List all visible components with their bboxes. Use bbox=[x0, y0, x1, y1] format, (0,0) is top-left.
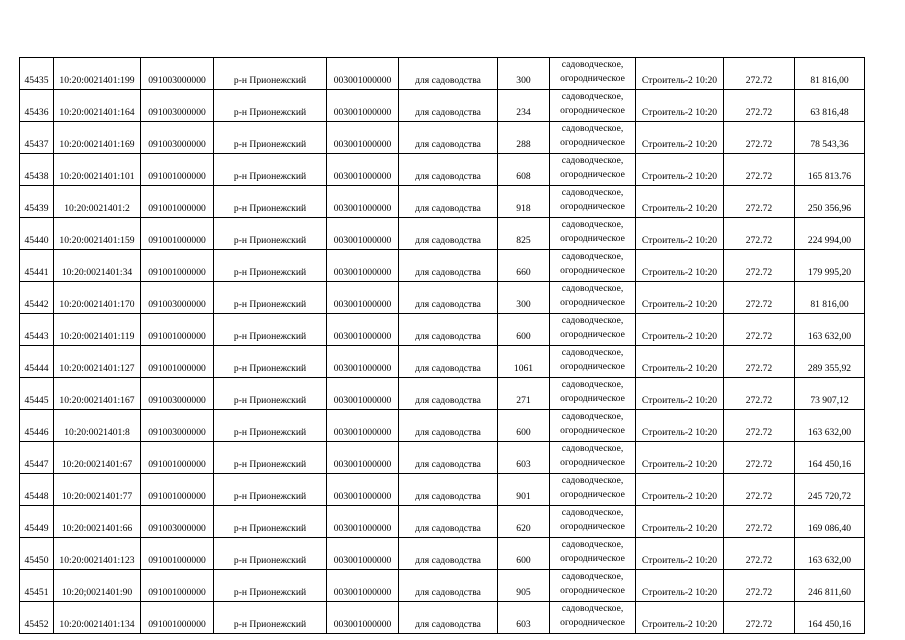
okato-code-cell: 091003000000 bbox=[141, 282, 214, 314]
oktmo-code-cell: 003001000000 bbox=[327, 282, 399, 314]
location-name-cell: Строитель-2 10:20 bbox=[636, 314, 724, 346]
cadastral-number-cell: 10:20:0021401:123 bbox=[54, 538, 141, 570]
cadastral-value-cell: 165 813.76 bbox=[795, 154, 865, 186]
rate-value-cell: 272.72 bbox=[724, 602, 795, 634]
land-category-cell bbox=[550, 538, 636, 570]
land-category-cell bbox=[550, 186, 636, 218]
rate-value-cell: 272.72 bbox=[724, 154, 795, 186]
land-category-line: садоводческое, bbox=[561, 59, 624, 70]
area-value-cell: 288 bbox=[498, 122, 550, 154]
table-row bbox=[20, 122, 865, 154]
table-row bbox=[20, 410, 865, 442]
oktmo-code-cell: 003001000000 bbox=[327, 410, 399, 442]
land-category-line: садоводческое, bbox=[561, 571, 624, 582]
table-row bbox=[20, 570, 865, 602]
district-name-cell: р-н Прионежский bbox=[214, 410, 327, 442]
land-category-cell bbox=[550, 602, 636, 634]
okato-code-cell: 091001000000 bbox=[141, 218, 214, 250]
cadastral-number-cell: 10:20:0021401:8 bbox=[54, 410, 141, 442]
land-category-line: огородническое bbox=[560, 233, 625, 244]
land-use-cell: для садоводства bbox=[399, 90, 498, 122]
cadastral-value-cell: 163 632,00 bbox=[795, 538, 865, 570]
oktmo-code-cell: 003001000000 bbox=[327, 474, 399, 506]
rate-value-cell: 272.72 bbox=[724, 58, 795, 90]
cadastral-value-cell: 63 816,48 bbox=[795, 90, 865, 122]
land-category-cell bbox=[550, 314, 636, 346]
area-value-cell: 300 bbox=[498, 282, 550, 314]
location-name-cell: Строитель-2 10:20 bbox=[636, 410, 724, 442]
district-name-cell: р-н Прионежский bbox=[214, 378, 327, 410]
location-name-cell: Строитель-2 10:20 bbox=[636, 58, 724, 90]
okato-code-cell: 091003000000 bbox=[141, 506, 214, 538]
land-use-cell: для садоводства bbox=[399, 538, 498, 570]
row-number-cell: 45443 bbox=[20, 314, 54, 346]
land-category-line: огородническое bbox=[560, 265, 625, 276]
cadastral-number-cell: 10:20:0021401:199 bbox=[54, 58, 141, 90]
area-value-cell: 825 bbox=[498, 218, 550, 250]
land-use-cell: для садоводства bbox=[399, 442, 498, 474]
land-category-line: огородническое bbox=[560, 329, 625, 340]
table-row bbox=[20, 442, 865, 474]
land-category-line: садоводческое, bbox=[561, 443, 624, 454]
land-category-line: садоводческое, bbox=[561, 91, 624, 102]
land-use-cell: для садоводства bbox=[399, 410, 498, 442]
land-category-line: огородническое bbox=[560, 137, 625, 148]
land-category-line: огородническое bbox=[560, 521, 625, 532]
rate-value-cell: 272.72 bbox=[724, 442, 795, 474]
land-category-line: садоводческое, bbox=[561, 315, 624, 326]
land-category-line: огородническое bbox=[560, 361, 625, 372]
cadastral-value-cell: 164 450,16 bbox=[795, 442, 865, 474]
land-category-line: огородническое bbox=[560, 73, 625, 84]
land-category-line: огородническое bbox=[560, 425, 625, 436]
okato-code-cell: 091001000000 bbox=[141, 250, 214, 282]
table-row bbox=[20, 378, 865, 410]
land-category-line: садоводческое, bbox=[561, 283, 624, 294]
land-category-line: садоводческое, bbox=[561, 379, 624, 390]
row-number-cell: 45450 bbox=[20, 538, 54, 570]
cadastral-value-cell: 250 356,96 bbox=[795, 186, 865, 218]
land-category-line: огородническое bbox=[560, 489, 625, 500]
cadastral-number-cell: 10:20:0021401:67 bbox=[54, 442, 141, 474]
cadastral-number-cell: 10:20:0021401:169 bbox=[54, 122, 141, 154]
table-row bbox=[20, 58, 865, 90]
land-category-line: огородническое bbox=[560, 585, 625, 596]
cadastral-number-cell: 10:20:0021401:159 bbox=[54, 218, 141, 250]
land-category-cell bbox=[550, 250, 636, 282]
land-category-line: огородническое bbox=[560, 201, 625, 212]
cadastral-value-cell: 78 543,36 bbox=[795, 122, 865, 154]
district-name-cell: р-н Прионежский bbox=[214, 570, 327, 602]
area-value-cell: 1061 bbox=[498, 346, 550, 378]
row-number-cell: 45451 bbox=[20, 570, 54, 602]
land-category-cell bbox=[550, 442, 636, 474]
cadastral-number-cell: 10:20;0021401:90 bbox=[54, 570, 141, 602]
land-category-cell bbox=[550, 474, 636, 506]
district-name-cell: р-н Прионежский bbox=[214, 154, 327, 186]
land-category-cell bbox=[550, 570, 636, 602]
district-name-cell: р-н Прионежский bbox=[214, 90, 327, 122]
rate-value-cell: 272.72 bbox=[724, 90, 795, 122]
rate-value-cell: 272.72 bbox=[724, 506, 795, 538]
row-number-cell: 45439 bbox=[20, 186, 54, 218]
okato-code-cell: 091001000000 bbox=[141, 314, 214, 346]
area-value-cell: 600 bbox=[498, 410, 550, 442]
land-use-cell: для садоводства bbox=[399, 506, 498, 538]
row-number-cell: 45449 bbox=[20, 506, 54, 538]
land-category-line: садоводческое, bbox=[561, 475, 624, 486]
district-name-cell: р-н Прионежский bbox=[214, 186, 327, 218]
rate-value-cell: 272.72 bbox=[724, 282, 795, 314]
district-name-cell: р-н Прионежский bbox=[214, 314, 327, 346]
area-value-cell: 901 bbox=[498, 474, 550, 506]
area-value-cell: 600 bbox=[498, 314, 550, 346]
area-value-cell: 620 bbox=[498, 506, 550, 538]
district-name-cell: р-н Прионежский bbox=[214, 282, 327, 314]
cadastral-value-cell: 163 632,00 bbox=[795, 314, 865, 346]
oktmo-code-cell: 003001000000 bbox=[327, 314, 399, 346]
okato-code-cell: 091001000000 bbox=[141, 538, 214, 570]
okato-code-cell: 091001000000 bbox=[141, 442, 214, 474]
land-category-line: садоводческое, bbox=[561, 123, 624, 134]
land-use-cell: для садоводства bbox=[399, 186, 498, 218]
oktmo-code-cell: 003001000000 bbox=[327, 122, 399, 154]
location-name-cell: Строитель-2 10:20 bbox=[636, 506, 724, 538]
district-name-cell: р-н Прионежский bbox=[214, 250, 327, 282]
district-name-cell: р-н Прионежский bbox=[214, 218, 327, 250]
row-number-cell: 45440 bbox=[20, 218, 54, 250]
location-name-cell: Строитель-2 10:20 bbox=[636, 378, 724, 410]
table-row bbox=[20, 218, 865, 250]
cadastral-value-cell: 163 632,00 bbox=[795, 410, 865, 442]
land-use-cell: для садоводства bbox=[399, 346, 498, 378]
land-category-line: садоводческое, bbox=[561, 187, 624, 198]
district-name-cell: р-н Прионежский bbox=[214, 474, 327, 506]
land-use-cell: для садоводства bbox=[399, 218, 498, 250]
location-name-cell: Строитель-2 10:20 bbox=[636, 250, 724, 282]
oktmo-code-cell: 003001000000 bbox=[327, 154, 399, 186]
cadastral-number-cell: 10:20:0021401:164 bbox=[54, 90, 141, 122]
land-category-line: огородническое bbox=[560, 457, 625, 468]
okato-code-cell: 091001000000 bbox=[141, 474, 214, 506]
land-category-line: огородническое bbox=[560, 617, 625, 628]
cadastral-value-cell: 246 811,60 bbox=[795, 570, 865, 602]
row-number-cell: 45447 bbox=[20, 442, 54, 474]
cadastral-value-cell: 81 816,00 bbox=[795, 58, 865, 90]
table-row bbox=[20, 346, 865, 378]
table-row bbox=[20, 282, 865, 314]
area-value-cell: 603 bbox=[498, 602, 550, 634]
cadastral-value-cell: 245 720,72 bbox=[795, 474, 865, 506]
okato-code-cell: 091001000000 bbox=[141, 154, 214, 186]
oktmo-code-cell: 003001000000 bbox=[327, 346, 399, 378]
oktmo-code-cell: 003001000000 bbox=[327, 250, 399, 282]
rate-value-cell: 272.72 bbox=[724, 410, 795, 442]
location-name-cell: Строитель-2 10:20 bbox=[636, 570, 724, 602]
cadastral-number-cell: 10:20:0021401:170 bbox=[54, 282, 141, 314]
district-name-cell: р-н Прионежский bbox=[214, 602, 327, 634]
okato-code-cell: 091003000000 bbox=[141, 58, 214, 90]
location-name-cell: Строитель-2 10:20 bbox=[636, 154, 724, 186]
table-row bbox=[20, 314, 865, 346]
table-row bbox=[20, 506, 865, 538]
land-registry-table bbox=[19, 57, 865, 634]
district-name-cell: р-н Прионежский bbox=[214, 538, 327, 570]
land-category-cell bbox=[550, 122, 636, 154]
location-name-cell: Строитель-2 10:20 bbox=[636, 282, 724, 314]
row-number-cell: 45441 bbox=[20, 250, 54, 282]
table-row bbox=[20, 538, 865, 570]
rate-value-cell: 272.72 bbox=[724, 474, 795, 506]
land-category-cell bbox=[550, 346, 636, 378]
row-number-cell: 45446 bbox=[20, 410, 54, 442]
oktmo-code-cell: 003001000000 bbox=[327, 218, 399, 250]
land-use-cell: для садоводства bbox=[399, 154, 498, 186]
area-value-cell: 600 bbox=[498, 538, 550, 570]
row-number-cell: 45438 bbox=[20, 154, 54, 186]
okato-code-cell: 091001000000 bbox=[141, 346, 214, 378]
land-category-line: садоводческое, bbox=[561, 411, 624, 422]
location-name-cell: Строитель-2 10:20 bbox=[636, 602, 724, 634]
land-category-line: огородническое bbox=[560, 553, 625, 564]
rate-value-cell: 272.72 bbox=[724, 250, 795, 282]
rate-value-cell: 272.72 bbox=[724, 314, 795, 346]
land-category-cell bbox=[550, 378, 636, 410]
okato-code-cell: 091003000000 bbox=[141, 378, 214, 410]
rate-value-cell: 272.72 bbox=[724, 538, 795, 570]
land-use-cell: для садоводства bbox=[399, 282, 498, 314]
cadastral-number-cell: 10:20:0021401:77 bbox=[54, 474, 141, 506]
land-category-cell bbox=[550, 506, 636, 538]
row-number-cell: 45448 bbox=[20, 474, 54, 506]
oktmo-code-cell: 003001000000 bbox=[327, 90, 399, 122]
table-row bbox=[20, 602, 865, 634]
land-category-line: садоводческое, bbox=[561, 507, 624, 518]
row-number-cell: 45435 bbox=[20, 58, 54, 90]
land-use-cell: для садоводства bbox=[399, 602, 498, 634]
land-category-line: огородническое bbox=[560, 169, 625, 180]
area-value-cell: 271 bbox=[498, 378, 550, 410]
rate-value-cell: 272.72 bbox=[724, 218, 795, 250]
cadastral-number-cell: 10:20:0021401:167 bbox=[54, 378, 141, 410]
rate-value-cell: 272.72 bbox=[724, 122, 795, 154]
row-number-cell: 45445 bbox=[20, 378, 54, 410]
table-row bbox=[20, 154, 865, 186]
cadastral-value-cell: 81 816,00 bbox=[795, 282, 865, 314]
cadastral-value-cell: 289 355,92 bbox=[795, 346, 865, 378]
land-use-cell: для садоводства bbox=[399, 250, 498, 282]
district-name-cell: р-н Прионежский bbox=[214, 442, 327, 474]
oktmo-code-cell: 003001000000 bbox=[327, 602, 399, 634]
cadastral-number-cell: 10:20:0021401:134 bbox=[54, 602, 141, 634]
area-value-cell: 918 bbox=[498, 186, 550, 218]
land-category-line: садоводческое, bbox=[561, 539, 624, 550]
oktmo-code-cell: 003001000000 bbox=[327, 378, 399, 410]
oktmo-code-cell: 003001000000 bbox=[327, 538, 399, 570]
cadastral-value-cell: 224 994,00 bbox=[795, 218, 865, 250]
cadastral-number-cell: 10:20:0021401:66 bbox=[54, 506, 141, 538]
land-use-cell: для садоводства bbox=[399, 58, 498, 90]
land-category-line: садоводческое, bbox=[561, 219, 624, 230]
location-name-cell: Строитель-2 10:20 bbox=[636, 346, 724, 378]
land-use-cell: для садоводства bbox=[399, 122, 498, 154]
area-value-cell: 660 bbox=[498, 250, 550, 282]
cadastral-value-cell: 169 086,40 bbox=[795, 506, 865, 538]
district-name-cell: р-н Прионежский bbox=[214, 58, 327, 90]
okato-code-cell: 091001000000 bbox=[141, 570, 214, 602]
table-row bbox=[20, 474, 865, 506]
land-category-line: огородническое bbox=[560, 105, 625, 116]
cadastral-number-cell: 10:20:0021401:127 bbox=[54, 346, 141, 378]
oktmo-code-cell: 003001000000 bbox=[327, 58, 399, 90]
land-use-cell: для садоводства bbox=[399, 474, 498, 506]
table-row bbox=[20, 250, 865, 282]
row-number-cell: 45437 bbox=[20, 122, 54, 154]
okato-code-cell: 091003000000 bbox=[141, 410, 214, 442]
location-name-cell: Строитель-2 10:20 bbox=[636, 218, 724, 250]
land-category-cell bbox=[550, 90, 636, 122]
location-name-cell: Строитель-2 10:20 bbox=[636, 474, 724, 506]
rate-value-cell: 272.72 bbox=[724, 346, 795, 378]
district-name-cell: р-н Прионежский bbox=[214, 346, 327, 378]
location-name-cell: Строитель-2 10:20 bbox=[636, 90, 724, 122]
row-number-cell: 45442 bbox=[20, 282, 54, 314]
land-category-line: садоводческое, bbox=[561, 347, 624, 358]
row-number-cell: 45436 bbox=[20, 90, 54, 122]
district-name-cell: р-н Прионежский bbox=[214, 506, 327, 538]
location-name-cell: Строитель-2 10:20 bbox=[636, 442, 724, 474]
location-name-cell: Строитель-2 10:20 bbox=[636, 122, 724, 154]
location-name-cell: Строитель-2 10:20 bbox=[636, 538, 724, 570]
land-use-cell: для садоводства bbox=[399, 314, 498, 346]
land-category-cell bbox=[550, 58, 636, 90]
land-category-line: огородническое bbox=[560, 393, 625, 404]
rate-value-cell: 272.72 bbox=[724, 570, 795, 602]
area-value-cell: 608 bbox=[498, 154, 550, 186]
land-category-cell bbox=[550, 410, 636, 442]
okato-code-cell: 091001000000 bbox=[141, 186, 214, 218]
cadastral-value-cell: 164 450,16 bbox=[795, 602, 865, 634]
area-value-cell: 300 bbox=[498, 58, 550, 90]
location-name-cell: Строитель-2 10:20 bbox=[636, 186, 724, 218]
oktmo-code-cell: 003001000000 bbox=[327, 570, 399, 602]
land-category-line: огородническое bbox=[560, 297, 625, 308]
okato-code-cell: 091001000000 bbox=[141, 602, 214, 634]
land-category-cell bbox=[550, 218, 636, 250]
land-category-cell bbox=[550, 282, 636, 314]
rate-value-cell: 272.72 bbox=[724, 186, 795, 218]
row-number-cell: 45452 bbox=[20, 602, 54, 634]
land-category-cell bbox=[550, 154, 636, 186]
area-value-cell: 234 bbox=[498, 90, 550, 122]
table-body bbox=[20, 58, 865, 634]
land-use-cell: для садоводства bbox=[399, 378, 498, 410]
row-number-cell: 45444 bbox=[20, 346, 54, 378]
okato-code-cell: 091003000000 bbox=[141, 90, 214, 122]
land-category-line: садоводческое, bbox=[561, 603, 624, 614]
table-row bbox=[20, 90, 865, 122]
land-use-cell: для садоводства bbox=[399, 570, 498, 602]
cadastral-number-cell: 10:20:0021401:2 bbox=[54, 186, 141, 218]
cadastral-value-cell: 73 907,12 bbox=[795, 378, 865, 410]
oktmo-code-cell: 003001000000 bbox=[327, 186, 399, 218]
okato-code-cell: 091003000000 bbox=[141, 122, 214, 154]
cadastral-number-cell: 10:20:0021401:119 bbox=[54, 314, 141, 346]
cadastral-number-cell: 10:20:0021401:101 bbox=[54, 154, 141, 186]
rate-value-cell: 272.72 bbox=[724, 378, 795, 410]
land-category-line: садоводческое, bbox=[561, 155, 624, 166]
area-value-cell: 603 bbox=[498, 442, 550, 474]
cadastral-number-cell: 10:20:0021401:34 bbox=[54, 250, 141, 282]
area-value-cell: 905 bbox=[498, 570, 550, 602]
cadastral-value-cell: 179 995,20 bbox=[795, 250, 865, 282]
oktmo-code-cell: 003001000000 bbox=[327, 442, 399, 474]
land-category-line: садоводческое, bbox=[561, 251, 624, 262]
table-row bbox=[20, 186, 865, 218]
district-name-cell: р-н Прионежский bbox=[214, 122, 327, 154]
oktmo-code-cell: 003001000000 bbox=[327, 506, 399, 538]
